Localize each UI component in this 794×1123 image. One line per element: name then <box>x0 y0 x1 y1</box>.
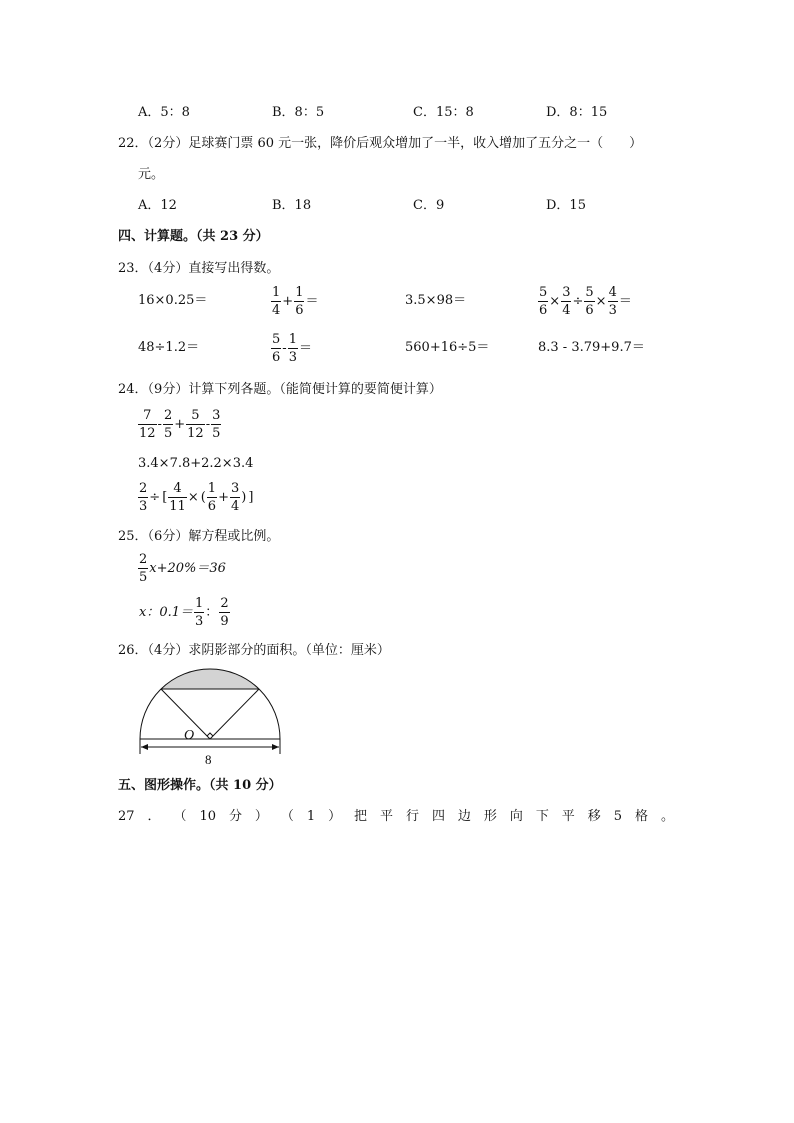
q21-option-c: C．15：8 <box>413 105 474 120</box>
q26-question: 26．（4分）求阴影部分的面积。（单位：厘米） <box>118 643 390 658</box>
section-5-title: 五、图形操作。（共 10 分） <box>118 778 282 793</box>
dimension-arrow-left <box>141 744 148 750</box>
triangle-right-side <box>210 689 259 739</box>
q22-question-cont: 元。 <box>138 167 165 182</box>
q22-option-c: C．9 <box>413 198 445 213</box>
q23-item-e: 48÷1.2＝ <box>138 340 200 355</box>
q22-option-a: A．12 <box>138 198 177 213</box>
q27-char: 向 <box>509 809 523 824</box>
q24-expression-1: $\frac{7}{12}$ - $\frac{2}{5}$ + $\frac{5}{12}$ - $\frac{3}{5}$ <box>139 408 221 441</box>
q27-char: 27 <box>118 809 135 824</box>
q24-question: 24．（9分）计算下列各题。（能简便计算的要简便计算） <box>118 382 442 397</box>
q22-question: 22．（2分）足球赛门票 60 元一张，降价后观众增加了一半，收入增加了五分之一（ ） <box>118 136 643 151</box>
q27-char: 把 <box>354 809 368 824</box>
q23-question: 23．（4分）直接写出得数。 <box>118 261 280 276</box>
q27-char: ） <box>328 809 342 824</box>
q23-item-c: 3.5×98＝ <box>405 293 467 308</box>
center-label-o: O <box>184 728 195 743</box>
q27-char: 5 <box>613 809 623 824</box>
q21-option-a: A．5：8 <box>138 105 190 120</box>
q25-question: 25．（6分）解方程或比例。 <box>118 529 280 544</box>
q27-char: 1 <box>306 809 316 824</box>
q23-item-d: $\frac{5}{6}$ × $\frac{3}{4}$ ÷ $\frac{5}{6}$ × $\frac{4}{3}$ ＝ <box>539 285 632 318</box>
q27-char: （ <box>173 809 187 824</box>
q23-item-g: 560+16÷5＝ <box>405 340 490 355</box>
q23-item-f: $\frac{5}{6}$ - $\frac{1}{3}$ ＝ <box>272 332 312 365</box>
q27-question <box>118 810 674 823</box>
section-4-title: 四、计算题。（共 23 分） <box>118 229 269 244</box>
q22-option-d: D．15 <box>546 198 586 213</box>
q27-char: 10 <box>199 809 216 824</box>
q27-char: 分 <box>228 809 242 824</box>
shaded-segment <box>161 669 259 689</box>
q27-char: 行 <box>405 809 419 824</box>
q23-item-b: $\frac{1}{4}$ + $\frac{1}{6}$ ＝ <box>272 285 319 318</box>
q22-option-b: B．18 <box>272 198 312 213</box>
q27-char: 下 <box>535 809 549 824</box>
q27-char: 格 <box>634 809 648 824</box>
q27-char: 四 <box>431 809 445 824</box>
q27-char: 移 <box>587 809 601 824</box>
q27-char: ． <box>147 809 161 824</box>
semicircle-diagram <box>130 664 290 768</box>
q25-equation-1: $\frac{2}{5}$ x+20%＝36 <box>139 552 226 585</box>
q25-equation-2: x：0.1＝ $\frac{1}{3}$ ： $\frac{2}{9}$ <box>139 596 229 629</box>
q27-char: 平 <box>561 809 575 824</box>
q21-option-b: B．8：5 <box>272 105 325 120</box>
right-angle-mark <box>207 733 213 736</box>
q27-char: 形 <box>483 809 497 824</box>
q23-item-h: 8.3 - 3.79+9.7＝ <box>538 340 645 355</box>
q24-expression-3: $\frac{2}{3}$ ÷ [ $\frac{4}{11}$ × ( $\frac{1}{6}$ + $\frac{3}{4}$ ) ] <box>139 481 254 514</box>
q27-char: 边 <box>457 809 471 824</box>
q23-item-a: 16×0.25＝ <box>138 293 208 308</box>
q27-char: ） <box>254 809 268 824</box>
q27-char: 。 <box>660 809 674 824</box>
dimension-arrow-right <box>272 744 279 750</box>
q27-char: （ <box>280 809 294 824</box>
q24-expression-2: 3.4×7.8+2.2×3.4 <box>138 456 254 471</box>
q21-option-d: D．8：15 <box>546 105 608 120</box>
q27-char: 平 <box>380 809 394 824</box>
diameter-label: 8 <box>205 752 212 767</box>
